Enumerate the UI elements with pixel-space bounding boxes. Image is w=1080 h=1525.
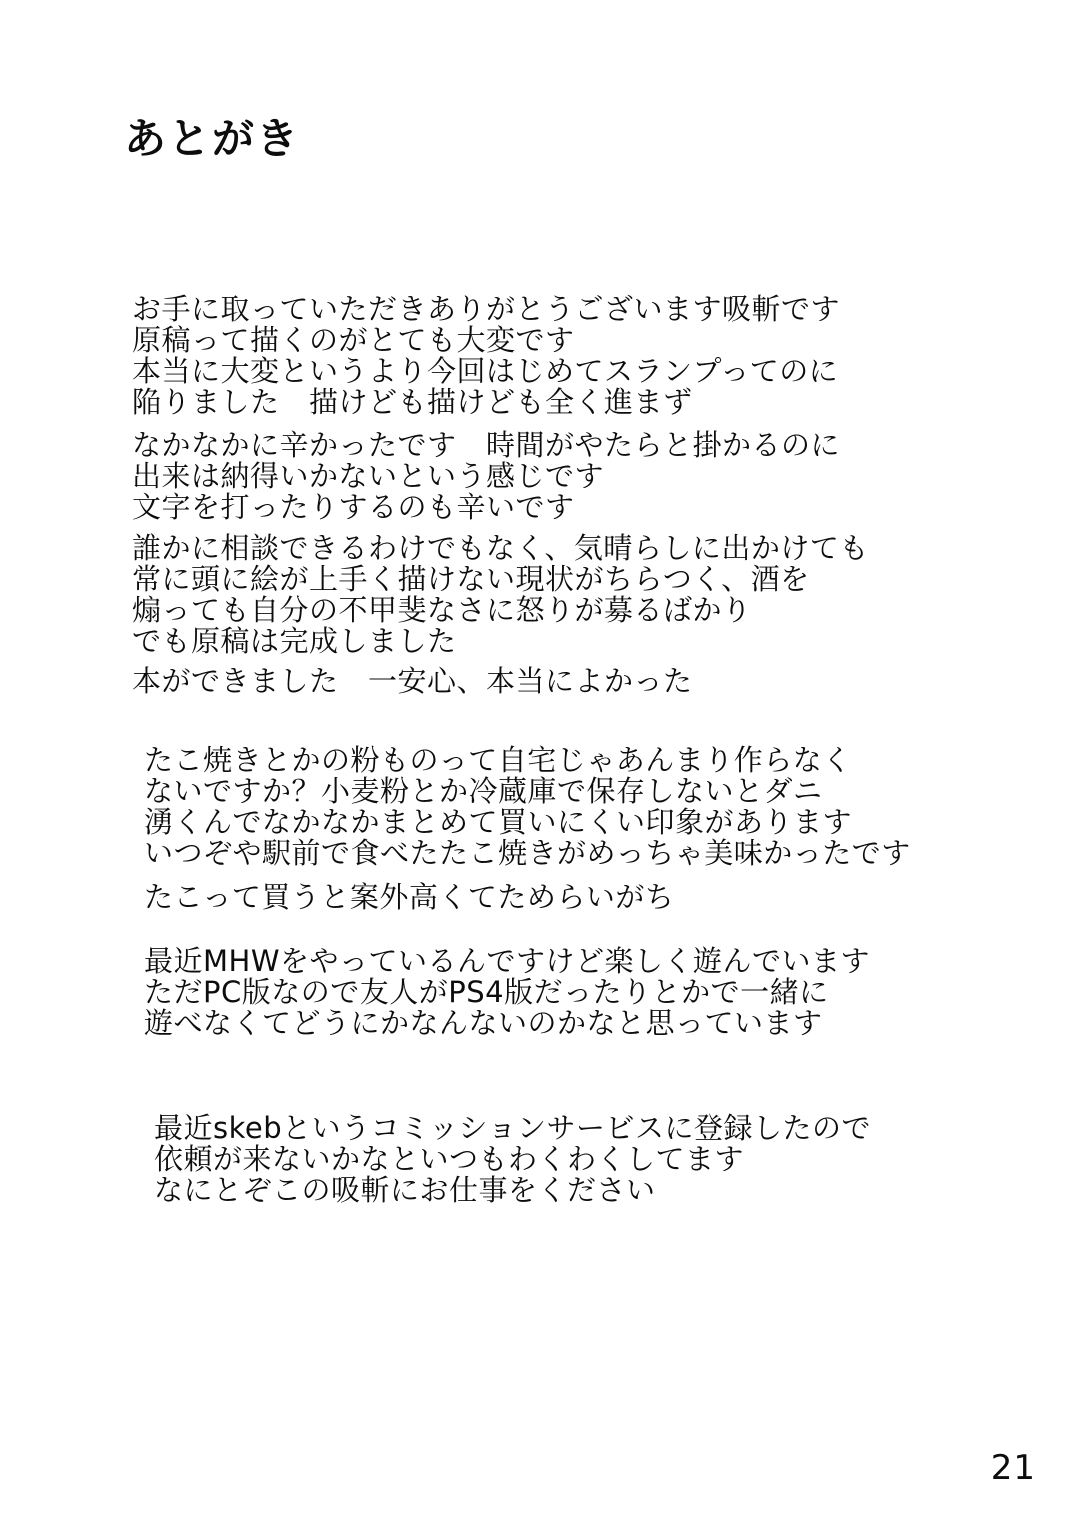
paragraph-1 <box>132 294 992 418</box>
paragraph-2 <box>132 430 992 523</box>
paragraph-3 <box>132 533 992 657</box>
paragraph-4 <box>132 666 992 697</box>
page-title: あとがき <box>124 114 301 163</box>
text-line: 遊べなくてどうにかなんないのかなと思っています <box>144 1006 823 1040</box>
text-line: ないですか？小麦粉とか冷蔵庫で保存しないとダニ <box>144 774 823 808</box>
text-line: 出来は納得いかないという感じです <box>132 459 605 493</box>
text-line: 本当に大変というより今回はじめてスランプってのに <box>132 354 839 388</box>
text-line: 常に頭に絵が上手く描けない現状がちらつく、酒を <box>132 562 810 596</box>
text-line: でも原稿は完成しました <box>132 624 457 658</box>
text-line: 原稿って描くのがとても大変です <box>132 323 575 357</box>
text-line: たこ焼きとかの粉ものって自宅じゃあんまり作らなく <box>144 743 852 777</box>
text-line: お手に取っていただきありがとうございます吸斬です <box>132 292 841 326</box>
text-line: たこって買うと案外高くてためらいがち <box>144 880 675 914</box>
text-line: 依頼が来ないかなといつもわくわくしてます <box>154 1142 745 1176</box>
text-line: 文字を打ったりするのも辛いです <box>132 490 575 524</box>
text-line: 誰かに相談できるわけでもなく、気晴らしに出かけても <box>132 531 869 565</box>
text-line: いつぞや駅前で食べたたこ焼きがめっちゃ美味かったです <box>144 836 911 870</box>
text-line: 本ができました 一安心、本当によかった <box>132 664 693 698</box>
text-line: 最近skebというコミッションサービスに登録したので <box>154 1111 871 1145</box>
paragraph-8 <box>154 1113 1014 1206</box>
text-line: なにとぞこの吸斬にお仕事をください <box>154 1173 656 1207</box>
text-line: ただPC版なので友人がPS4版だったりとかで一緒に <box>144 975 829 1009</box>
text-line: なかなかに辛かったです 時間がやたらと掛かるのに <box>132 428 841 462</box>
text-line: 煽っても自分の不甲斐なさに怒りが募るばかり <box>132 593 752 627</box>
paragraph-7 <box>144 946 1004 1039</box>
paragraph-6 <box>144 882 1004 913</box>
paragraph-5 <box>144 745 1004 869</box>
text-line: 陥りました 描けども描けども全く進まず <box>132 385 693 419</box>
text-line: 湧くんでなかなかまとめて買いにくい印象があります <box>144 805 853 839</box>
text-line: 最近MHWをやっているんですけど楽しく遊んでいます <box>144 944 871 978</box>
page-number: 21 <box>990 1448 1036 1488</box>
